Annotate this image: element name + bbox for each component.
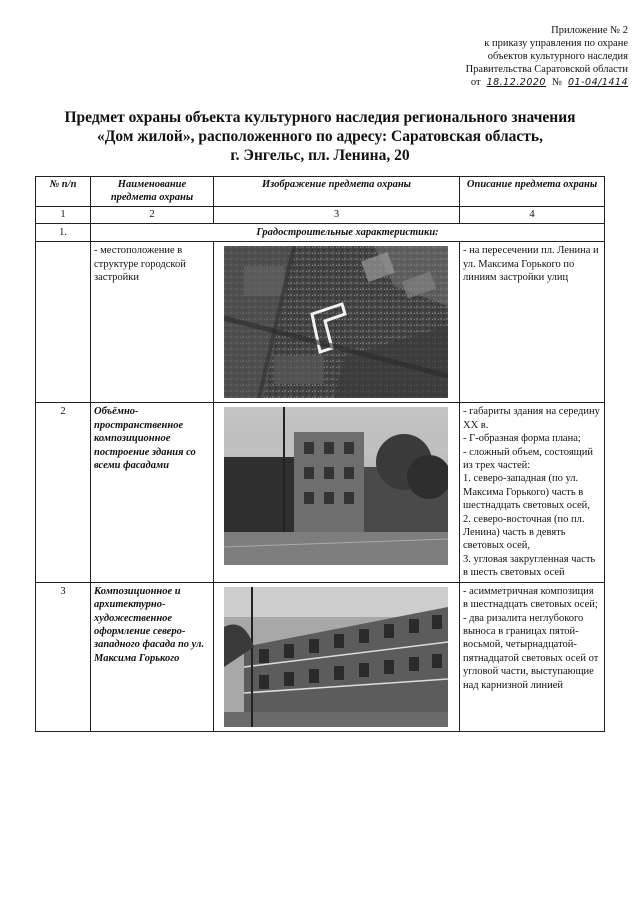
aerial-photo [214, 242, 460, 403]
title-line: «Дом жилой», расположенного по адресу: Саратовская область, [97, 128, 543, 145]
facade-photo-image [224, 587, 448, 727]
index-cell: 2 [91, 207, 214, 224]
row-name: - местоположение в структуре городской застройки [91, 242, 214, 403]
aerial-photo-image [224, 246, 448, 398]
header-image: Изображение предмета охраны [214, 177, 460, 207]
order-date: 18.12.2020 [486, 77, 546, 88]
header-row [36, 177, 605, 207]
table-row [36, 242, 605, 403]
row-num [36, 242, 91, 403]
section-row [36, 224, 605, 242]
appendix-line: Правительства Саратовской области [465, 64, 628, 75]
title-line: г. Энгельс, пл. Ленина, 20 [230, 147, 410, 164]
header-num: № п/п [36, 177, 91, 207]
title-line: Предмет охраны объекта культурного наследия регионального значения [64, 109, 576, 126]
header-name: Наименование предмета охраны [91, 177, 214, 207]
appendix-line: к приказу управления по охране [484, 38, 628, 49]
row-num: 2 [36, 403, 91, 582]
appendix-line: объектов культурного наследия [487, 51, 628, 62]
row-desc: - габариты здания на середину XX в. - Г-образная форма плана; - сложный объем, состоящий из трех частей: 1. северо-западная (по ул. Максима Горького) часть в шестнадцать световых осей, 2. северо-восточная (по пл. Ленина) часть в девять световых осей, 3. угловая закругленная часть в шесть световых осей [460, 403, 605, 582]
section-label: Градостроительные характеристики: [91, 224, 605, 242]
facade-photo [214, 582, 460, 731]
table-row [36, 403, 605, 582]
row-desc: - на пересечении пл. Ленина и ул. Максима Горького по линиям застройки улиц [460, 242, 605, 403]
index-cell: 3 [214, 207, 460, 224]
appendix-block [408, 24, 628, 89]
header-desc: Описание предмета охраны [460, 177, 605, 207]
document-title [40, 108, 600, 165]
index-cell: 1 [36, 207, 91, 224]
index-cell: 4 [460, 207, 605, 224]
row-name: Объёмно-пространственное композиционное построение здания со всеми фасадами [91, 403, 214, 582]
order-reference [408, 76, 628, 89]
row-desc: - асимметричная композиция в шестнадцать световых осей; - два ризалита неглубокого выноса в границах пятой-восьмой, четырнадцатой-пятнадцатой световых осей от угловой части, выступающие над карнизной линией [460, 582, 605, 731]
row-num: 3 [36, 582, 91, 731]
street-photo-image [224, 407, 448, 565]
section-num: 1. [36, 224, 91, 242]
table-row [36, 582, 605, 731]
row-name: Композиционное и архитектурно-художественное оформление северо-западного фасада по ул. Максима Горького [91, 582, 214, 731]
from-label: от [470, 77, 481, 88]
index-row [36, 207, 605, 224]
street-photo [214, 403, 460, 582]
order-number: 01-04/1414 [568, 77, 628, 88]
protection-table [35, 176, 605, 732]
number-label: № [551, 77, 563, 88]
appendix-line: Приложение № 2 [551, 25, 628, 36]
